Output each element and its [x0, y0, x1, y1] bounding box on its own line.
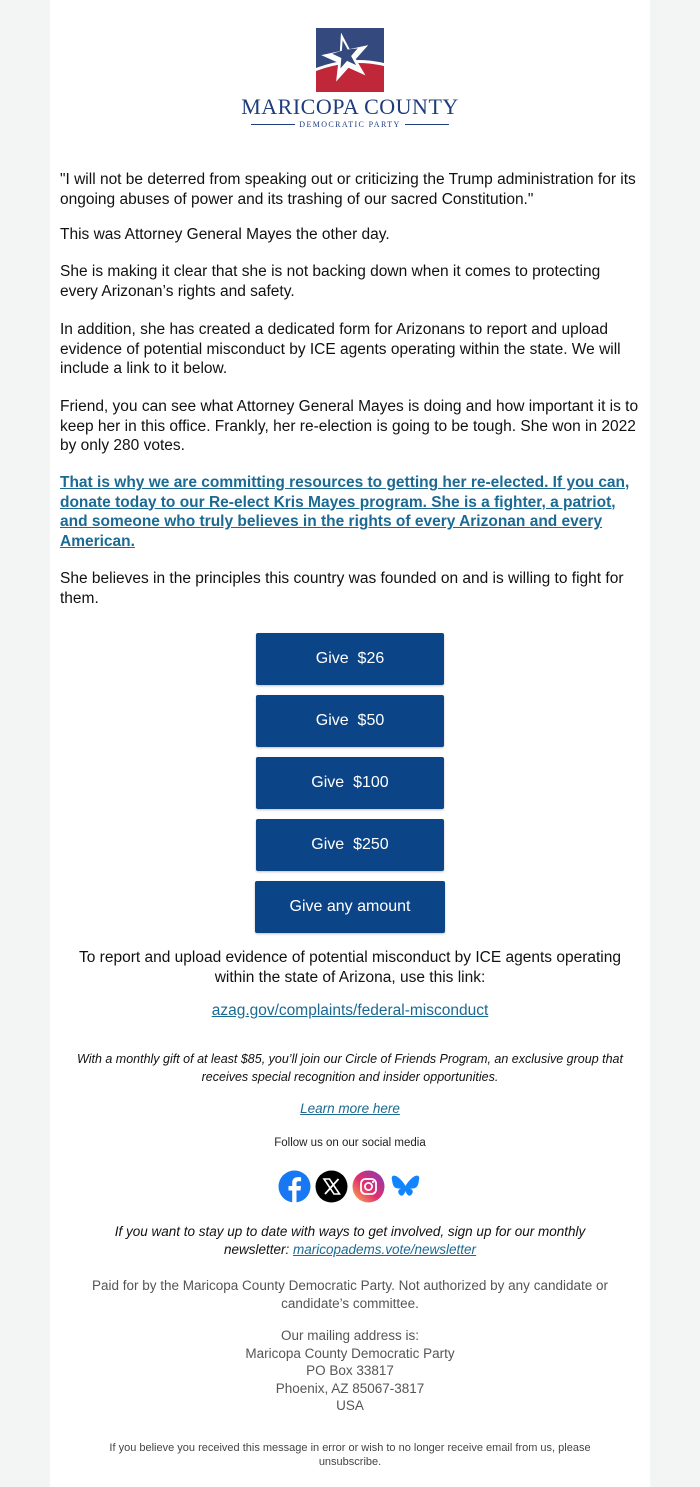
body-paragraph: In addition, she has created a dedicated form for Arizonans to report and upload evidence of potential misconduct by ICE agents operating within the state. We will include a link to it below. [60, 321, 621, 377]
body-paragraph: Friend, you can see what Attorney General Mayes is doing and how important it is to keep her in this office. Frankly, her re-election is going to be tough. She won in 2022 by only 280 votes. [60, 398, 639, 454]
mailing-address [60, 1327, 640, 1415]
body-paragraph: This was Attorney General Mayes the other day. [60, 226, 390, 243]
x-icon[interactable] [315, 1170, 348, 1203]
donate-link[interactable]: That is why we are committing resources to getting her re-elected. If you can, donate today to our Re-elect Kris Mayes program. She is a fighter, a patriot, and someone who truly believes in the rights of every Arizonan and every American. [60, 474, 630, 550]
party-logo [50, 28, 650, 129]
bluesky-icon[interactable] [389, 1170, 422, 1203]
brand-name: MARICOPA COUNTY [241, 94, 459, 119]
address-line: USA [336, 1398, 364, 1413]
give-250-button[interactable]: Give $250 [256, 819, 444, 871]
newsletter-text [95, 1223, 605, 1258]
address-label: Our mailing address is: [280, 1328, 420, 1343]
brand-subtitle [50, 120, 650, 129]
circle-of-friends-text: With a monthly gift of at least $85, you’ll join our Circle of Friends Program, an exclusive group that receives special recognition and insider opportunities. [77, 1052, 623, 1084]
report-text: To report and upload evidence of potential misconduct by ICE agents operating within the state of Arizona, use this link: [79, 949, 621, 986]
divider [251, 124, 295, 125]
newsletter-copy: If you want to stay up to date with ways to get involved, sign up for our monthly newsletter: [114, 1224, 586, 1257]
address-line: PO Box 33817 [306, 1363, 394, 1378]
divider [405, 124, 449, 125]
address-line: Maricopa County Democratic Party [245, 1345, 455, 1361]
email-card [50, 0, 650, 1487]
give-any-amount-button[interactable]: Give any amount [255, 881, 445, 933]
learn-more-link[interactable]: Learn more here [300, 1101, 400, 1116]
body-paragraph: She is making it clear that she is not backing down when it comes to protecting every Arizonan’s rights and safety. [60, 263, 601, 300]
paid-for-disclaimer: Paid for by the Maricopa County Democratic Party. Not authorized by any candidate or candidate’s committee. [91, 1278, 608, 1311]
unsubscribe-text[interactable]: If you believe you received this message in error or wish to no longer receive email from us, please unsubscribe. [109, 1442, 591, 1468]
facebook-icon[interactable] [278, 1170, 311, 1203]
complaint-link[interactable]: azag.gov/complaints/federal-misconduct [211, 1002, 489, 1019]
give-50-button[interactable]: Give $50 [256, 695, 444, 747]
social-icons [50, 1170, 650, 1203]
closing-paragraph: She believes in the principles this country was founded on and is willing to fight for them. [60, 570, 624, 607]
brand-subtitle-text: DEMOCRATIC PARTY [299, 120, 401, 129]
give-26-button[interactable]: Give $26 [256, 633, 444, 685]
newsletter-link[interactable]: maricopadems.vote/newsletter [292, 1241, 477, 1257]
star-flag-logo-icon [316, 28, 384, 92]
instagram-icon[interactable] [352, 1170, 385, 1203]
social-label: Follow us on our social media [274, 1137, 426, 1149]
address-line: Phoenix, AZ 85067-3817 [275, 1380, 425, 1396]
quote-paragraph: "I will not be deterred from speaking out or criticizing the Trump administration for its ongoing abuses of power and its trashing of our sacred Constitution." [60, 171, 636, 208]
give-100-button[interactable]: Give $100 [256, 757, 444, 809]
